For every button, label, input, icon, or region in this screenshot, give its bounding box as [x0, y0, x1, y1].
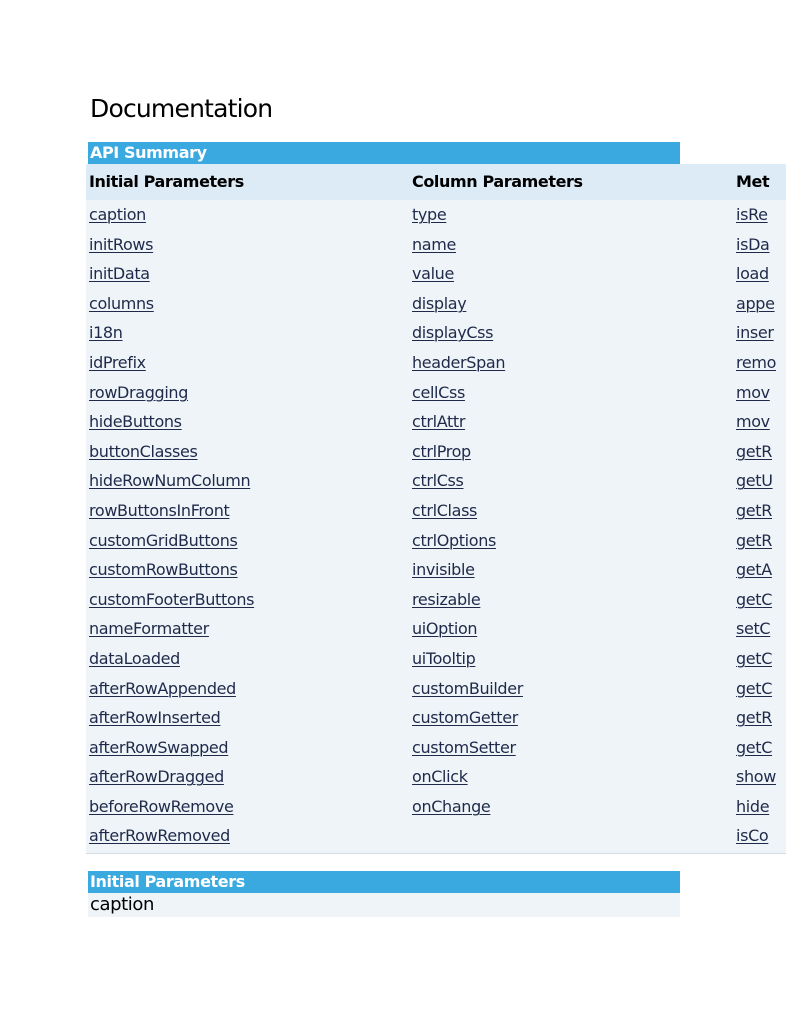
api-link[interactable]: ctrlOptions	[412, 530, 496, 550]
initial-parameters-heading: Initial Parameters	[88, 871, 680, 893]
api-link[interactable]: afterRowSwapped	[89, 737, 229, 757]
api-link[interactable]: appe	[736, 293, 775, 313]
list-item	[736, 407, 776, 437]
api-link[interactable]: resizable	[412, 589, 481, 609]
api-link[interactable]: getR	[736, 441, 772, 461]
api-link[interactable]: onClick	[412, 767, 468, 787]
api-link[interactable]: mov	[736, 412, 770, 432]
api-link[interactable]: rowButtonsInFront	[89, 500, 230, 520]
api-summary-header-row	[86, 164, 786, 200]
api-link[interactable]: displayCss	[412, 323, 494, 343]
list-item	[89, 259, 254, 289]
list-item	[736, 585, 776, 615]
api-link[interactable]: buttonClasses	[89, 441, 198, 461]
list-item	[412, 733, 523, 763]
list-item	[89, 585, 254, 615]
api-link[interactable]: onChange	[412, 796, 491, 816]
list-item	[736, 674, 776, 704]
list-item	[412, 703, 523, 733]
list-item	[89, 792, 254, 822]
list-item	[736, 289, 776, 319]
api-link[interactable]: afterRowInserted	[89, 708, 221, 728]
list-item	[412, 466, 523, 496]
column-header-initial-parameters: Initial Parameters	[89, 172, 244, 191]
list-item	[89, 644, 254, 674]
api-link[interactable]: headerSpan	[412, 352, 506, 372]
api-link[interactable]: customFooterButtons	[89, 589, 255, 609]
list-item	[412, 289, 523, 319]
list-item	[736, 526, 776, 556]
api-link[interactable]: customSetter	[412, 737, 516, 757]
api-link[interactable]: rowDragging	[89, 382, 189, 402]
list-item	[412, 318, 523, 348]
api-link[interactable]: getU	[736, 471, 773, 491]
list-item	[89, 674, 254, 704]
api-link[interactable]: getC	[736, 589, 773, 609]
list-item	[412, 200, 523, 230]
api-link[interactable]: getR	[736, 530, 772, 550]
list-item	[736, 496, 776, 526]
list-item	[412, 644, 523, 674]
list-item	[412, 348, 523, 378]
api-link[interactable]: ctrlCss	[412, 471, 464, 491]
column-parameters-list	[412, 200, 523, 821]
list-item	[736, 348, 776, 378]
column-header-methods: Met	[736, 172, 770, 191]
list-item	[412, 792, 523, 822]
list-item	[89, 289, 254, 319]
list-item	[412, 526, 523, 556]
initial-parameter-caption-row: caption	[88, 893, 680, 917]
api-link[interactable]: hideButtons	[89, 412, 182, 432]
list-item	[736, 555, 776, 585]
list-item	[89, 733, 254, 763]
list-item	[736, 200, 776, 230]
list-item	[736, 762, 776, 792]
list-item	[736, 614, 776, 644]
api-link[interactable]: idPrefix	[89, 352, 146, 372]
api-link[interactable]: load	[736, 264, 769, 284]
api-link[interactable]: afterRowAppended	[89, 678, 236, 698]
list-item	[736, 733, 776, 763]
list-item	[89, 496, 254, 526]
api-link[interactable]: isCo	[736, 826, 769, 846]
api-link[interactable]: afterRowRemoved	[89, 826, 230, 846]
list-item	[89, 230, 254, 260]
list-item	[412, 378, 523, 408]
list-item	[89, 437, 254, 467]
api-link[interactable]: ctrlClass	[412, 500, 478, 520]
page-title: Documentation	[90, 94, 273, 123]
api-link[interactable]: getC	[736, 648, 773, 668]
list-item	[736, 259, 776, 289]
list-item	[89, 762, 254, 792]
api-link[interactable]: display	[412, 293, 467, 313]
list-item	[412, 259, 523, 289]
list-item	[736, 466, 776, 496]
methods-list	[736, 200, 776, 851]
list-item	[736, 230, 776, 260]
api-link[interactable]: setC	[736, 619, 771, 639]
list-item	[736, 437, 776, 467]
api-link[interactable]: isDa	[736, 234, 770, 254]
list-item	[412, 230, 523, 260]
api-link[interactable]: customGridButtons	[89, 530, 238, 550]
api-link[interactable]: getA	[736, 560, 772, 580]
list-item	[89, 466, 254, 496]
api-link[interactable]: name	[412, 234, 456, 254]
api-link[interactable]: dataLoaded	[89, 648, 180, 668]
list-item	[412, 496, 523, 526]
list-item	[412, 585, 523, 615]
api-link[interactable]: initRows	[89, 234, 154, 254]
api-link[interactable]: getC	[736, 737, 773, 757]
column-header-column-parameters: Column Parameters	[412, 172, 583, 191]
api-link[interactable]: type	[412, 205, 447, 224]
api-link[interactable]: hideRowNumColumn	[89, 471, 251, 491]
api-link[interactable]: beforeRowRemove	[89, 796, 234, 816]
list-item	[89, 526, 254, 556]
list-item	[89, 555, 254, 585]
api-link[interactable]: afterRowDragged	[89, 767, 224, 787]
api-link[interactable]: i18n	[89, 323, 123, 343]
list-item	[736, 703, 776, 733]
api-link[interactable]: columns	[89, 293, 154, 313]
api-link[interactable]: getR	[736, 708, 772, 728]
list-item	[89, 614, 254, 644]
list-item	[736, 378, 776, 408]
list-item	[412, 437, 523, 467]
list-item	[412, 407, 523, 437]
list-item	[89, 407, 254, 437]
api-link[interactable]: ctrlProp	[412, 441, 471, 461]
api-summary-table	[86, 164, 786, 854]
api-summary-heading: API Summary	[88, 142, 680, 164]
initial-parameters-list	[89, 200, 254, 851]
api-link[interactable]: isRe	[736, 205, 768, 224]
list-item	[89, 318, 254, 348]
list-item	[736, 318, 776, 348]
list-item	[89, 703, 254, 733]
list-item	[736, 792, 776, 822]
api-link[interactable]: ctrlAttr	[412, 412, 466, 432]
api-link[interactable]: uiTooltip	[412, 648, 476, 668]
api-link[interactable]: caption	[89, 205, 146, 224]
api-link[interactable]: value	[412, 264, 454, 284]
list-item	[412, 674, 523, 704]
api-link[interactable]: initData	[89, 264, 150, 284]
list-item	[89, 348, 254, 378]
api-link[interactable]: mov	[736, 382, 770, 402]
api-link[interactable]: customBuilder	[412, 678, 523, 698]
api-link[interactable]: inser	[736, 323, 774, 343]
api-link[interactable]: hide	[736, 796, 770, 816]
api-link[interactable]: remo	[736, 352, 777, 372]
list-item	[412, 762, 523, 792]
api-link[interactable]: cellCss	[412, 382, 465, 402]
api-link[interactable]: getC	[736, 678, 773, 698]
list-item	[736, 644, 776, 674]
api-link[interactable]: getR	[736, 500, 772, 520]
list-item	[412, 614, 523, 644]
list-item	[736, 821, 776, 851]
list-item	[412, 555, 523, 585]
api-link[interactable]: invisible	[412, 560, 475, 580]
api-link[interactable]: customRowButtons	[89, 560, 238, 580]
api-link[interactable]: nameFormatter	[89, 619, 209, 639]
list-item	[89, 378, 254, 408]
api-link[interactable]: customGetter	[412, 708, 518, 728]
list-item	[89, 821, 254, 851]
api-link[interactable]: uiOption	[412, 619, 478, 639]
api-link[interactable]: show	[736, 767, 776, 787]
list-item	[89, 200, 254, 230]
